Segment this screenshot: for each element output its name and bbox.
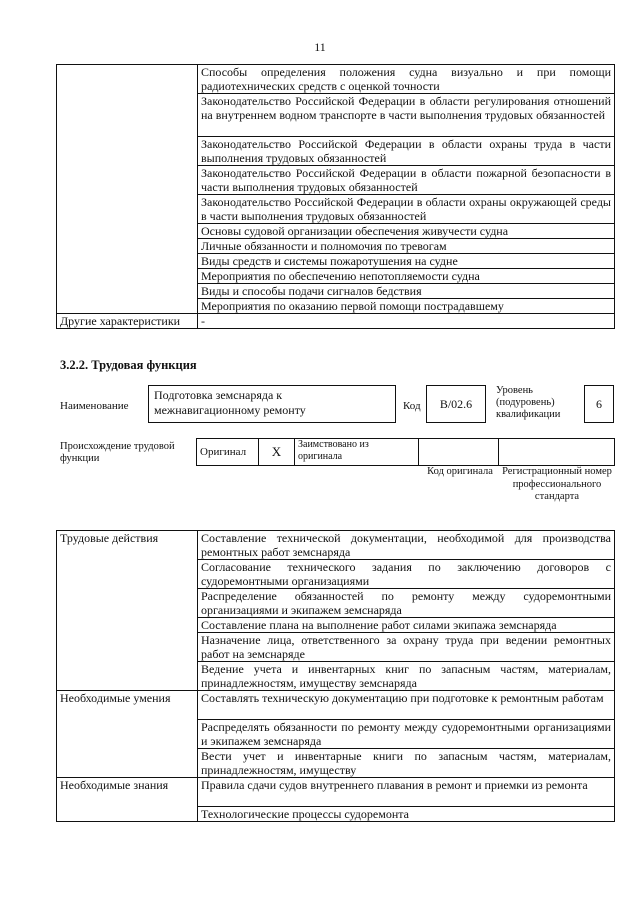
knowledge-label: Необходимые знания — [57, 778, 198, 822]
knowledge-item: Правила сдачи судов внутреннего плавания в ремонт и приемки из ремонта — [198, 778, 615, 807]
skill-item: Вести учет и инвентарные книги по запасным частям, материалам, принадлежностям, имуществу — [198, 749, 615, 778]
code-box — [426, 385, 486, 423]
knowledge-item: Технологические процессы судоремонта — [198, 807, 615, 822]
name-label: Наименование — [60, 400, 129, 412]
level-value: 6 — [596, 397, 602, 411]
page-number: 11 — [314, 40, 326, 54]
knowledge-item: Основы судовой организации обеспечения живучести судна — [198, 224, 615, 239]
knowledge-item: Законодательство Российской Федерации в области охраны окружающей среды в части выполнения трудовых обязанностей — [198, 195, 615, 224]
knowledge-item: Виды средств и системы пожаротушения на судне — [198, 254, 615, 269]
knowledge-item: Личные обязанности и полномочия по тревогам — [198, 239, 615, 254]
section-heading: 3.2.2. Трудовая функция — [60, 358, 197, 372]
qualification-level-label: Уровень (подуровень) квалификации — [496, 385, 561, 420]
knowledge-item: Мероприятия по обеспечению непотопляемости судна — [198, 269, 615, 284]
action-item: Распределение обязанностей по ремонту между судоремонтными организациями и экипажем земснаряда — [198, 589, 615, 618]
knowledge-item: Законодательство Российской Федерации в области регулирования отношений на внутреннем водном транспорте в части выполнения трудовых обязанностей — [198, 94, 615, 137]
code-original-caption: Код оригинала — [427, 466, 493, 477]
action-item: Ведение учета и инвентарных книг по запасным частям, материалам, принадлежностям, имуществу земснаряда — [198, 662, 615, 691]
action-item: Назначение лица, ответственного за охрану труда при ведении ремонтных работ на земснаряде — [198, 633, 615, 662]
original-label: Оригинал — [197, 439, 259, 466]
borrowed-label: Заимствовано из оригинала — [295, 439, 419, 466]
reg-number-cell — [499, 439, 615, 466]
top-knowledge-table — [56, 64, 615, 329]
code-label: Код — [403, 400, 421, 412]
reg-number-caption: Регистрационный номер профессионального стандарта — [502, 466, 612, 502]
empty-label-cell — [57, 65, 198, 314]
knowledge-item: Способы определения положения судна визуально и при помощи радиотехнических средств с оценкой точности — [198, 65, 615, 94]
labor-function-table — [56, 530, 615, 822]
skill-item: Составлять техническую документацию при подготовке к ремонтным работам — [198, 691, 615, 720]
function-name-box — [148, 385, 396, 423]
knowledge-item: Законодательство Российской Федерации в области пожарной безопасности в части выполнения трудовых обязанностей — [198, 166, 615, 195]
actions-label: Трудовые действия — [57, 531, 198, 691]
function-name: Подготовка земснаряда к межнавигационному ремонту — [154, 388, 306, 417]
action-item: Согласование технического задания по заключению договоров с судоремонтными организациями — [198, 560, 615, 589]
skill-item: Распределять обязанности по ремонту между судоремонтными организациями и экипажем земснаряда — [198, 720, 615, 749]
original-mark: X — [259, 439, 295, 466]
level-box — [584, 385, 614, 423]
action-item: Составление плана на выполнение работ силами экипажа земснаряда — [198, 618, 615, 633]
other-characteristics-label: Другие характеристики — [57, 314, 198, 329]
code-original-cell — [419, 439, 499, 466]
knowledge-item: Мероприятия по оказанию первой помощи пострадавшему — [198, 299, 615, 314]
code-value: B/02.6 — [439, 397, 473, 411]
origin-table — [196, 438, 615, 466]
knowledge-item: Законодательство Российской Федерации в области охраны труда в части выполнения трудовых обязанностей — [198, 137, 615, 166]
other-characteristics-value: - — [198, 314, 615, 329]
action-item: Составление технической документации, необходимой для производства ремонтных работ земснаряда — [198, 531, 615, 560]
skills-label: Необходимые умения — [57, 691, 198, 778]
origin-label: Происхождение трудовой функции — [60, 441, 175, 464]
knowledge-item: Виды и способы подачи сигналов бедствия — [198, 284, 615, 299]
